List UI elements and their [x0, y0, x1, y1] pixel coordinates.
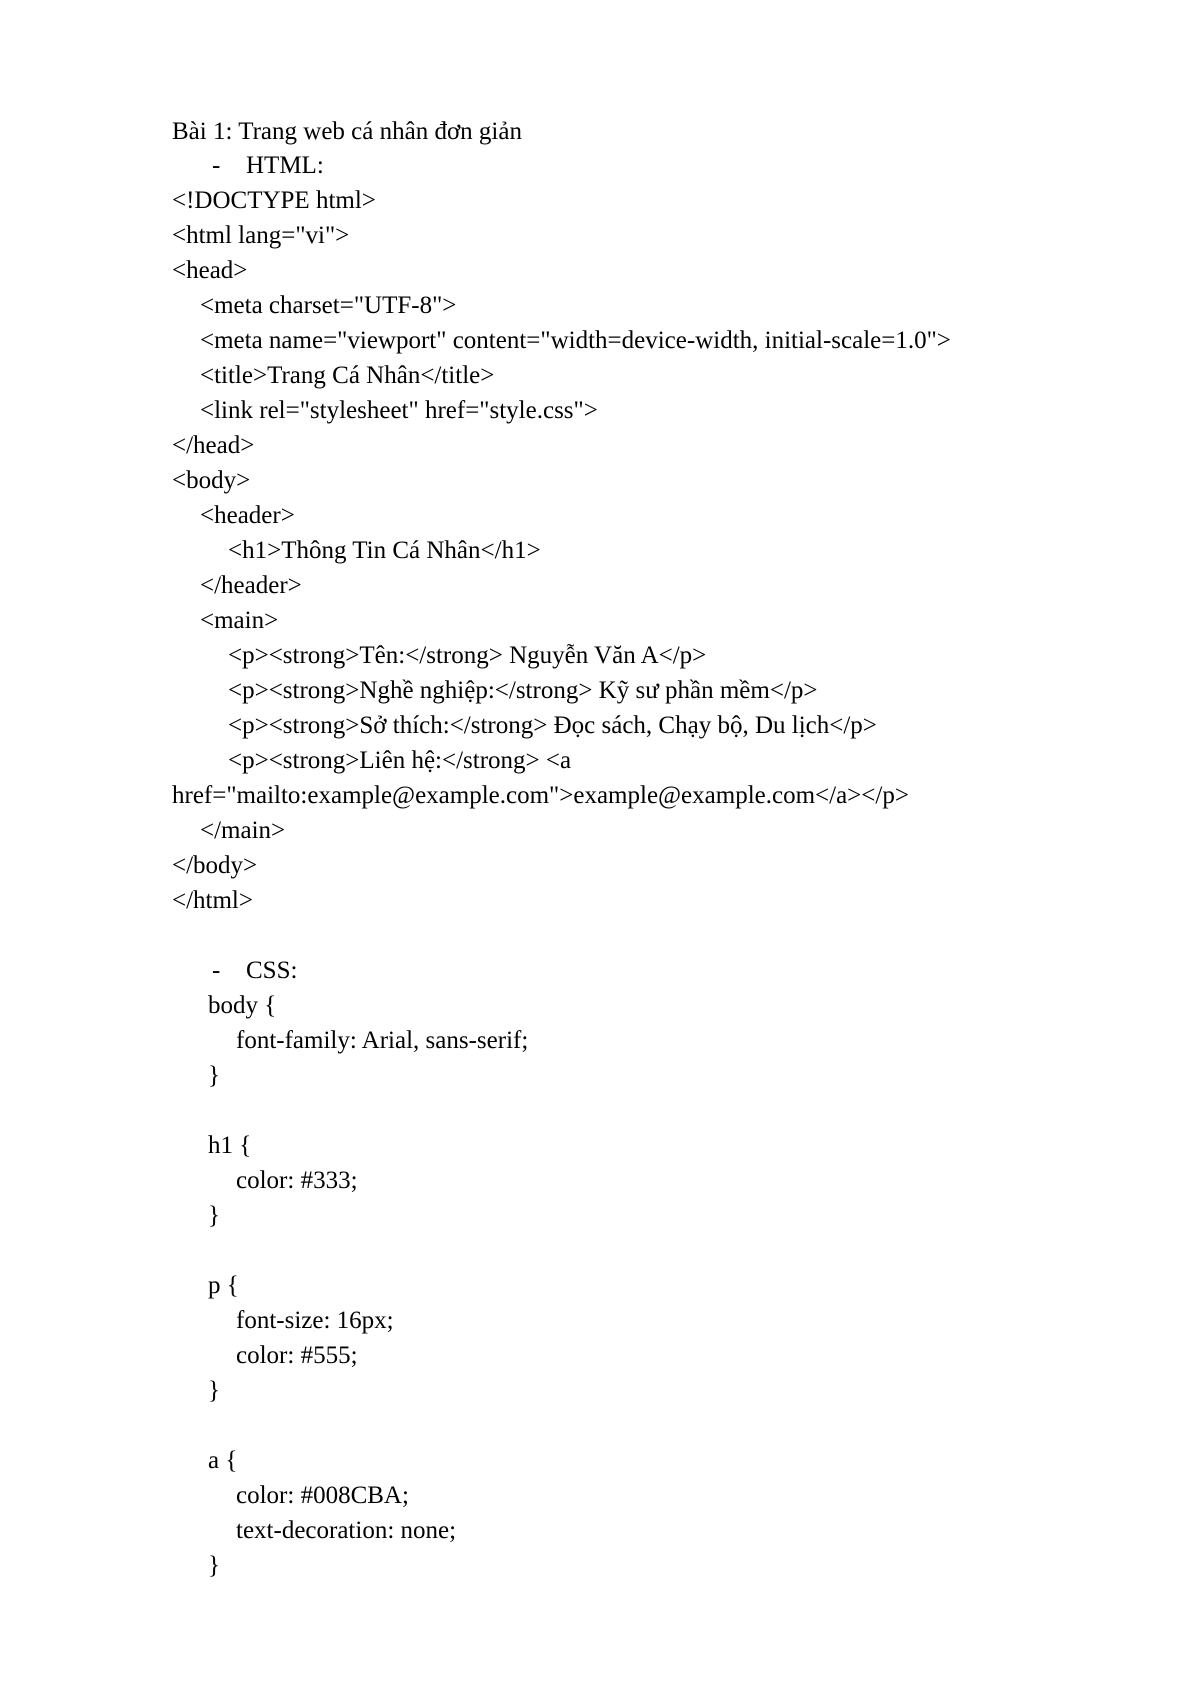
html-code-line: <p><strong>Tên:</strong> Nguyễn Văn A</p> — [228, 642, 707, 669]
html-code-line: </html> — [172, 887, 253, 914]
css-code-line: font-family: Arial, sans-serif; — [236, 1027, 529, 1054]
css-code-line: } — [208, 1202, 220, 1229]
html-code-line: <p><strong>Nghề nghiệp:</strong> Kỹ sư phần mềm</p> — [228, 677, 818, 704]
html-code-line: <h1>Thông Tin Cá Nhân</h1> — [228, 537, 541, 564]
css-code-line: font-size: 16px; — [236, 1307, 394, 1334]
html-code-line: href="mailto:example@example.com">example@example.com</a></p> — [172, 782, 909, 809]
css-code-line: color: #333; — [236, 1167, 358, 1194]
html-code-line: <title>Trang Cá Nhân</title> — [200, 362, 495, 389]
html-code-line: <body> — [172, 467, 251, 494]
css-code-line: } — [208, 1377, 220, 1404]
html-code-line: </body> — [172, 852, 258, 879]
html-code-line: </head> — [172, 432, 255, 459]
html-section-bullet: - — [212, 152, 221, 179]
css-code-line: p { — [208, 1272, 239, 1299]
html-code-line: <head> — [172, 257, 248, 284]
html-code-line: <main> — [200, 607, 279, 634]
css-section-bullet: - — [212, 957, 221, 984]
html-code-line: <html lang="vi"> — [172, 222, 350, 249]
css-code-line: text-decoration: none; — [236, 1517, 457, 1544]
html-code-line: </main> — [200, 817, 286, 844]
html-code-line: <p><strong>Sở thích:</strong> Đọc sách, Chạy bộ, Du lịch</p> — [228, 712, 877, 739]
css-code-line: color: #555; — [236, 1342, 358, 1369]
html-code-line: <header> — [200, 502, 295, 529]
css-code-line: } — [208, 1062, 220, 1089]
html-code-line: <meta charset="UTF-8"> — [200, 292, 457, 319]
document-title: Bài 1: Trang web cá nhân đơn giản — [172, 118, 522, 145]
css-code-line: } — [208, 1552, 220, 1579]
html-section-label: HTML: — [246, 152, 324, 179]
css-section-label: CSS: — [246, 957, 298, 984]
css-code-line: a { — [208, 1447, 238, 1474]
css-code-line: body { — [208, 992, 277, 1019]
html-code-line: <link rel="stylesheet" href="style.css"> — [200, 397, 598, 424]
css-code-line: h1 { — [208, 1132, 252, 1159]
css-code-line: color: #008CBA; — [236, 1482, 409, 1509]
html-code-line: </header> — [200, 572, 302, 599]
html-code-line: <p><strong>Liên hệ:</strong> <a — [228, 747, 572, 774]
html-code-line: <meta name="viewport" content="width=device-width, initial-scale=1.0"> — [200, 327, 951, 354]
html-code-line: <!DOCTYPE html> — [172, 187, 376, 214]
